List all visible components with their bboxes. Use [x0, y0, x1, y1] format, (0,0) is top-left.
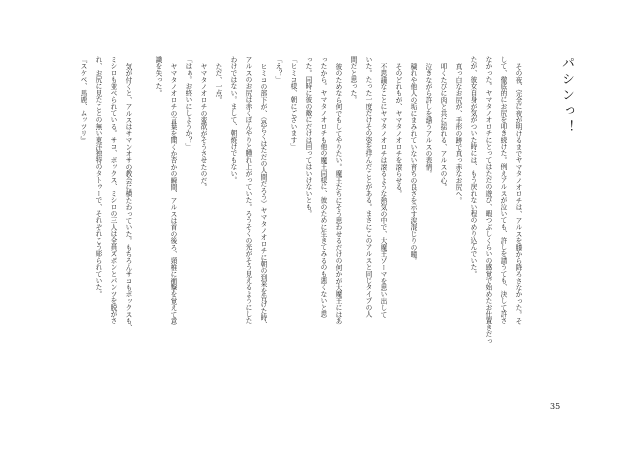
body-line: アルスのお尻は赤くぼんやりと腫れ上がっていた。ろうそくの光がそう見えるようにした	[244, 56, 252, 324]
body-text	[75, 56, 525, 356]
body-line: その夜、完全に夜が明けるまでヤマタノオロチは、アルスを膝から降ろさなかった。そ	[514, 62, 522, 324]
chapter-title: パシンっ！	[559, 56, 574, 136]
body-line: れ、お尻に見たことの無い東洋独特のタトゥーで、それぞれこう彫られていた。	[94, 56, 102, 298]
section-break	[135, 56, 150, 356]
body-line: 不思議なことにヤマタノオロチは滾るような熱気の中で、大魔王ゾーマを思い出して	[379, 62, 387, 318]
tattoo-words-line: 『スケベ、馬鹿、ムッツリ』	[79, 56, 87, 144]
body-line: ヤマタノオロチの蛮欲がそうさせたのだ。	[199, 62, 207, 190]
body-line: 泣きながら許しを請うアルスの表情。	[424, 62, 432, 177]
dialogue-line: 「ヒミコ様、朝にございます」	[289, 56, 297, 150]
body-line: ヤマタノオロチの言葉を聞くか否かの瞬間、アルスは首の後ろ、頸椎に衝撃を覚えて意	[169, 62, 177, 324]
body-line: わけではない。まして、朝焼けでもない。	[229, 56, 237, 184]
body-line: なかった。ヤマタノオロチにとってはただの遊び、暇つぶしくらいの感覚で始めたお仕置きだっ	[484, 56, 492, 345]
dialogue-line: 「え？」	[274, 56, 282, 83]
page-number: 35	[550, 402, 561, 411]
body-line: った。同時に彼の敵にだけは回ってはいけないとも。	[304, 56, 312, 217]
body-line: して、徹底的にお尻を叩き続けた。例えアルスが泣いても、許しを請うても、決して許さ	[499, 56, 507, 324]
body-line: ただ、一点。	[214, 62, 222, 103]
body-line: ヒミコの部下が、（恐らくはただの人間だろう）ヤマタノオロチに朝の到来を告げた時、	[259, 62, 267, 328]
body-line: 叩くたびに肉と共に揺れる、アルスの心。	[439, 62, 447, 190]
body-line: たが、彼女自身が気がついた時には、もう戻れない程のめり込んでいた。	[469, 56, 477, 278]
body-line: ミシロも並べられている。サコ、ボックス、ミシロの三人は全員ズボンとパンツを脱がさ	[109, 56, 117, 324]
body-line: いた。たった一度だけその姿を拝んだことがある。まさにこのアルスと同じタイプの人	[364, 56, 372, 318]
body-line: 間だと思った。	[349, 56, 357, 103]
body-line: 識を失った。	[154, 56, 162, 97]
dialogue-line: 「はぁ。お終いにしようか？」	[184, 56, 192, 150]
body-line: 穢れや他人の垢にまみれていない育ちの良さを示す涙混じりの瞳。	[409, 62, 417, 264]
body-line: 気が付くと、アルスはサマンオサの教会に横たわっていた。もちろんサコもボックスも、	[124, 62, 132, 331]
body-line: そのどれもが、ヤマタノオロチを滾らせる。	[394, 62, 402, 197]
body-line: 真っ白なお尻が、手形の跡で真っ赤なお尻へ。	[454, 62, 462, 204]
body-line: ったから。ヤマタノオロチも他の魔王同様に、彼のために生きてみるのも悪くないと思	[319, 56, 327, 318]
body-line: 彼のためなら何でもしてやりたい。魔王たちにそう思わせるだけの何かが大魔王にはあ	[334, 62, 342, 324]
